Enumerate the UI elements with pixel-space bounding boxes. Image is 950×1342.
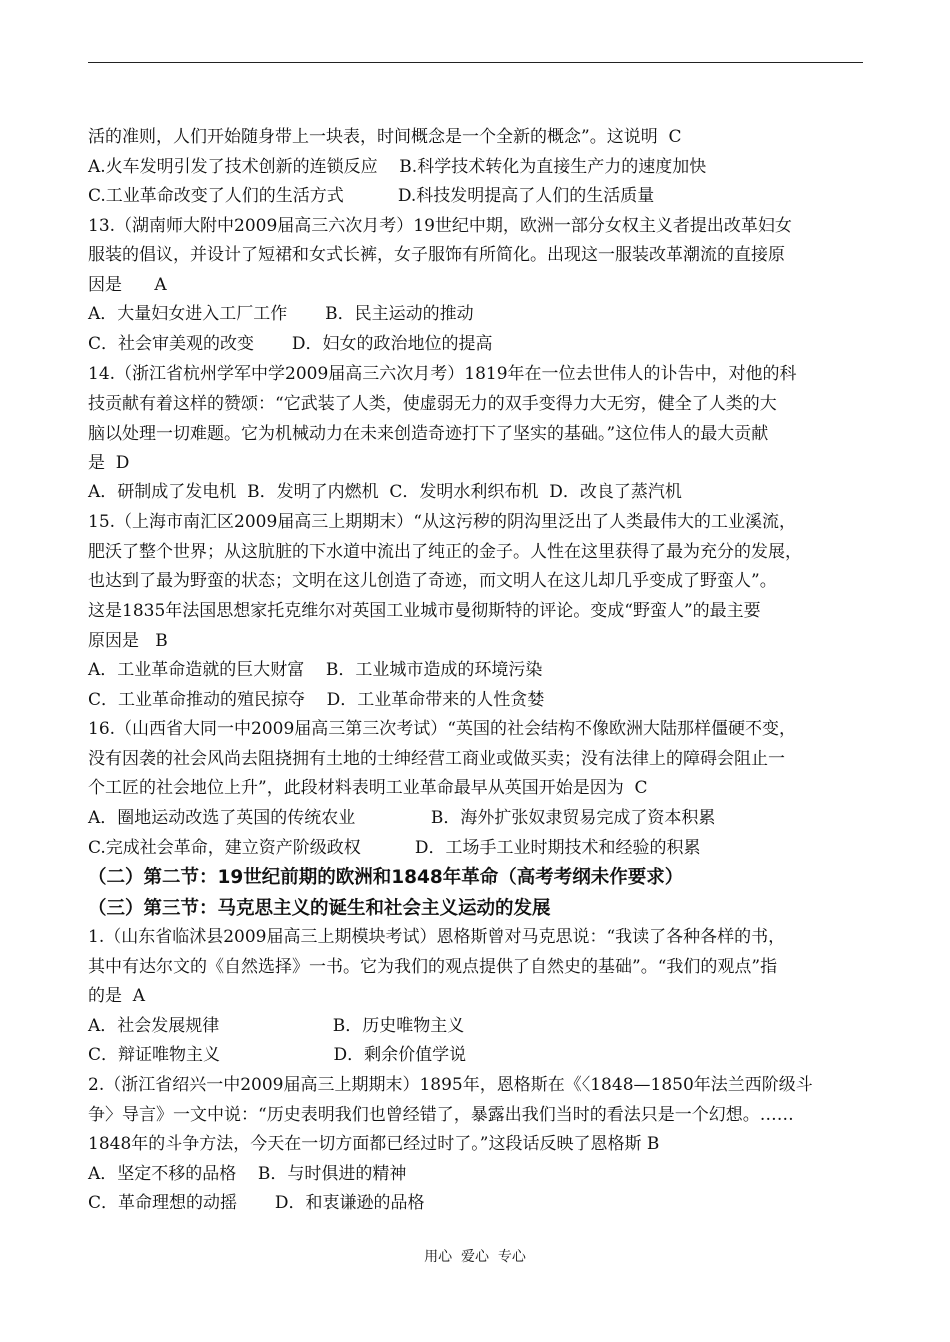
text-line: 肥沃了整个世界；从这肮脏的下水道中流出了纯正的金子。人性在这里获得了最为充分的发展， [88, 542, 802, 562]
header-rule [88, 62, 863, 63]
page-footer: 用心 爱心 专心 [424, 1249, 526, 1265]
text-line: 16.（山西省大同一中2009届高三第三次考试）“英国的社会结构不像欧洲大陆那样僵硬不变， [88, 719, 796, 739]
text-line: A．大量妇女进入工厂工作 B．民主运动的推动 [88, 304, 474, 324]
text-line: A.火车发明引发了技术创新的连锁反应 B.科学技术转化为直接生产力的速度加快 [88, 157, 707, 177]
text-line: C．工业革命推动的殖民掠夺 D．工业革命带来的人性贪婪 [88, 690, 545, 710]
text-line: 技贡献有着这样的赞颂：“它武装了人类，使虚弱无力的双手变得力大无穷，健全了人类的大 [88, 394, 777, 414]
text-line: 的是 A [88, 986, 146, 1006]
section-heading: （三）第三节：马克思主义的诞生和社会主义运动的发展 [88, 898, 551, 919]
text-line: C．辩证唯物主义 D．剩余价值学说 [88, 1045, 467, 1065]
text-line: 1848年的斗争方法，今天在一切方面都已经过时了。”这段话反映了恩格斯 B [88, 1134, 660, 1154]
text-line: 2.（浙江省绍兴一中2009届高三上期期末）1895年，恩格斯在《〈1848—1850年法兰西阶级斗 [88, 1075, 813, 1095]
text-line: A．坚定不移的品格 B．与时俱进的精神 [88, 1164, 407, 1184]
text-line: 没有因袭的社会风尚去阻挠拥有土地的士绅经营工商业或做买卖；没有法律上的障碍会阻止一 [88, 749, 785, 769]
text-line: 原因是 B [88, 631, 168, 651]
text-line: 脑以处理一切难题。它为机械动力在未来创造奇迹打下了坚实的基础。”这位伟人的最大贡献 [88, 424, 769, 444]
text-line: 13.（湖南师大附中2009届高三六次月考）19世纪中期，欧洲一部分女权主义者提出改革妇女 [88, 216, 792, 236]
text-line: A．工业革命造就的巨大财富 B．工业城市造成的环境污染 [88, 660, 543, 680]
text-line: C．社会审美观的改变 D．妇女的政治地位的提高 [88, 334, 493, 354]
text-line: C．革命理想的动摇 D．和衷谦逊的品格 [88, 1193, 425, 1213]
text-line: 其中有达尔文的《自然选择》一书。它为我们的观点提供了自然史的基础”。“我们的观点”指 [88, 957, 778, 977]
text-line: 这是1835年法国思想家托克维尔对英国工业城市曼彻斯特的评论。变成“野蛮人”的最主要 [88, 601, 761, 621]
text-line: C.完成社会革命，建立资产阶级政权 D．工场手工业时期技术和经验的积累 [88, 838, 701, 858]
text-line: 也达到了最为野蛮的状态；文明在这儿创造了奇迹，而文明人在这儿却几乎变成了野蛮人”。 [88, 571, 777, 591]
text-line: 争〉导言》一文中说：“历史表明我们也曾经错了，暴露出我们当时的看法只是一个幻想。…… [88, 1105, 794, 1125]
text-line: 是 D [88, 453, 130, 473]
section-heading: （二）第二节：19世纪前期的欧洲和1848年革命（高考考纲未作要求） [88, 867, 684, 888]
text-line: 活的准则，人们开始随身带上一块表，时间概念是一个全新的概念”。这说明 C [88, 127, 682, 147]
text-line: C.工业革命改变了人们的生活方式 D.科技发明提高了人们的生活质量 [88, 186, 655, 206]
text-line: 14.（浙江省杭州学军中学2009届高三六次月考）1819年在一位去世伟人的讣告中，对他的科 [88, 364, 797, 384]
text-line: 因是 A [88, 275, 167, 295]
text-line: 1.（山东省临沭县2009届高三上期模块考试）恩格斯曾对马克思说：“我读了各种各样的书， [88, 927, 786, 947]
text-line: A．圈地运动改选了英国的传统农业 B．海外扩张奴隶贸易完成了资本积累 [88, 808, 716, 828]
text-line: A．社会发展规律 B．历史唯物主义 [88, 1016, 465, 1036]
text-line: 服装的倡议，并设计了短裙和女式长裤，女子服饰有所简化。出现这一服装改革潮流的直接原 [88, 245, 785, 265]
text-line: A．研制成了发电机 B．发明了内燃机 C．发明水利织布机 D．改良了蒸汽机 [88, 482, 682, 502]
text-line: 个工匠的社会地位上升”，此段材料表明工业革命最早从英国开始是因为 C [88, 778, 648, 798]
text-line: 15.（上海市南汇区2009届高三上期期末）“从这污秽的阴沟里泛出了人类最伟大的工业溪流， [88, 512, 796, 532]
